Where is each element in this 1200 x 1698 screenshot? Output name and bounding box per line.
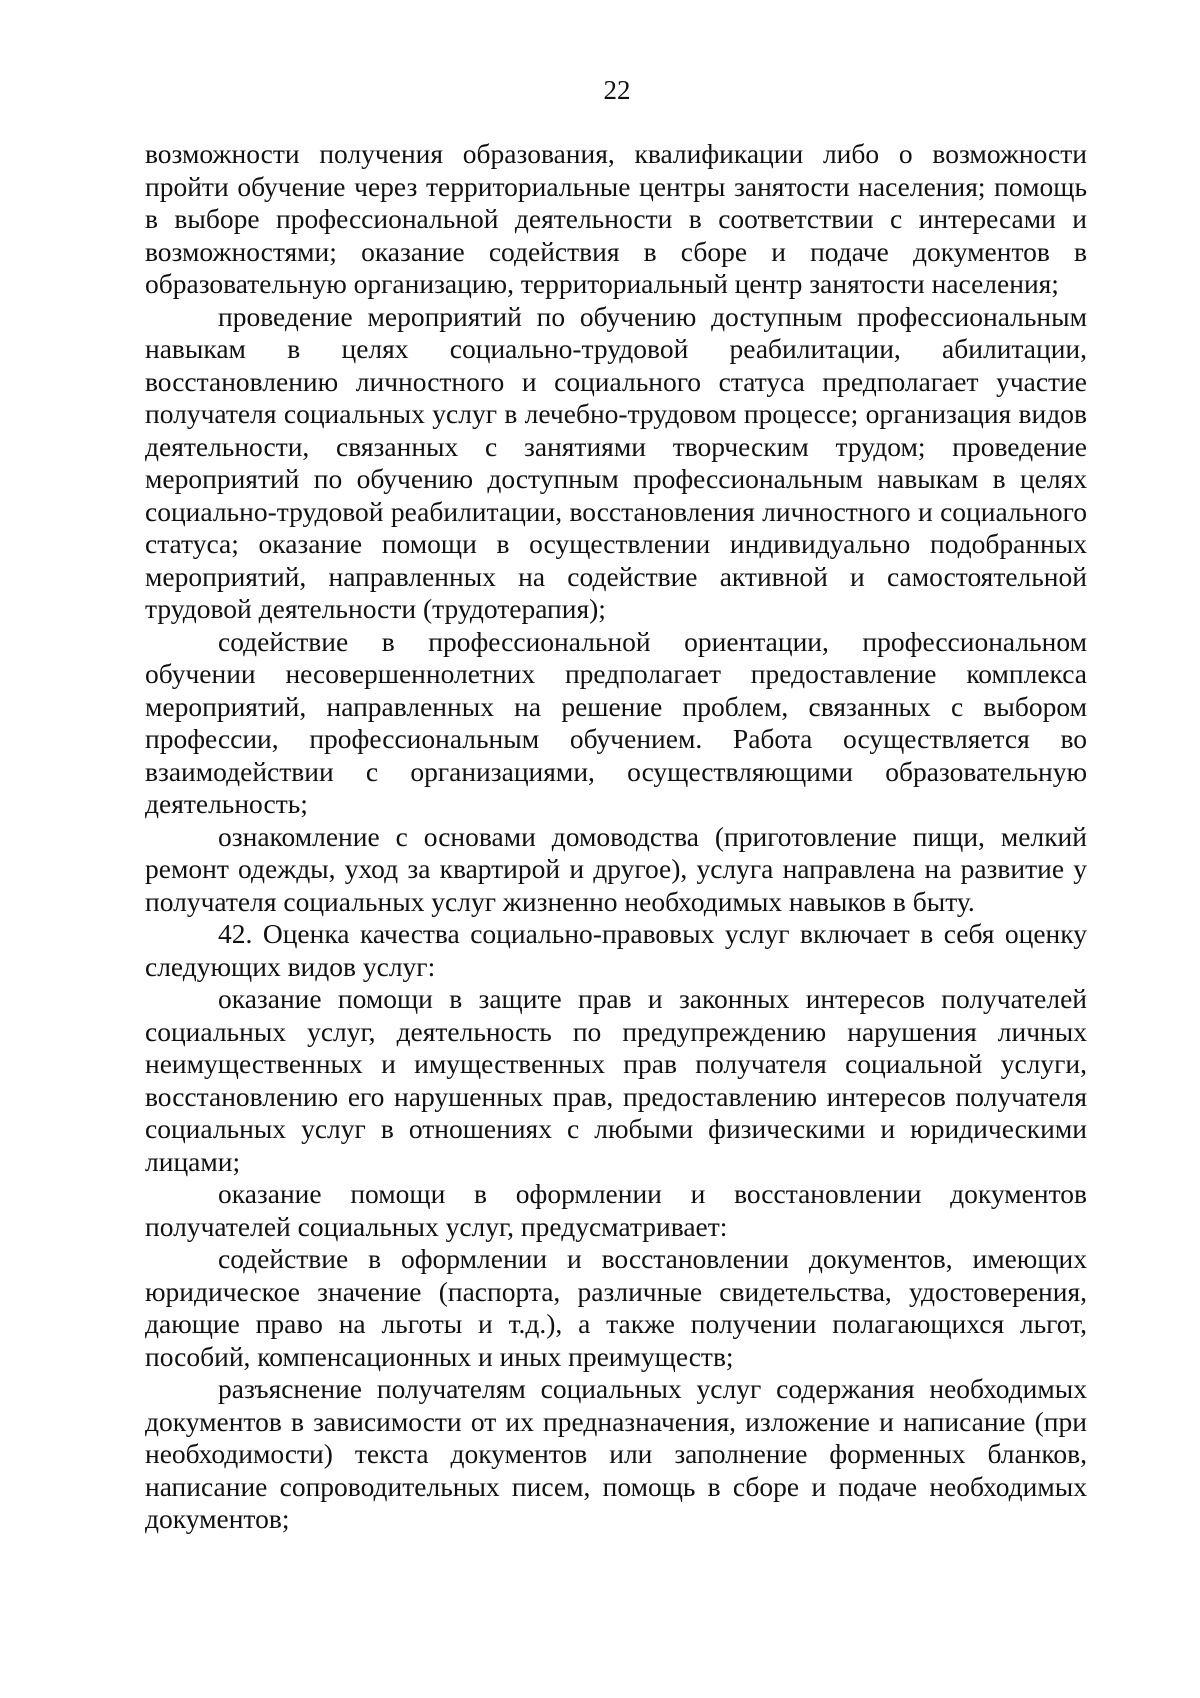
paragraph-3: содействие в профессиональной ориентации, профессиональном обучении несовершеннолетних предполагает предоставление комплекса мероприятий, направленных на решение проблем, связанных с выбором профессии, профессиональным обучением. Работа осуществляется во взаимодействии с организациями, осуществляющими образовательную деятельность; xyxy=(145,625,1087,819)
paragraph-5: 42. Оценка качества социально-правовых услуг включает в себя оценку следующих видов услуг: xyxy=(145,918,1087,982)
paragraph-8: содействие в оформлении и восстановлении документов, имеющих юридическое значение (паспорта, различные свидетельства, удостоверения, дающие право на льготы и т.д.), а также получении полагающихся льгот, пособий, компенсационных и иных преимуществ; xyxy=(145,1243,1087,1372)
paragraph-7: оказание помощи в оформлении и восстановлении документов получателей социальных услуг, предусматривает: xyxy=(145,1178,1087,1242)
paragraph-2: проведение мероприятий по обучению доступным профессиональным навыкам в целях социально-трудовой реабилитации, абилитации, восстановлению личностного и социального статуса предполагает участие получателя социальных услуг в лечебно-трудовом процессе; организация видов деятельности, связанных с занятиями творческим трудом; проведение мероприятий по обучению доступным профессиональным навыкам в целях социально-трудовой реабилитации, восстановления личностного и социального статуса; оказание помощи в осуществлении индивидуально подобранных мероприятий, направленных на содействие активной и самостоятельной трудовой деятельности (трудотерапия); xyxy=(145,300,1087,624)
paragraph-4: ознакомление с основами домоводства (приготовление пищи, мелкий ремонт одежды, уход за квартирой и другое), услуга направлена на развитие у получателя социальных услуг жизненно необходимых навыков в быту. xyxy=(145,820,1087,917)
paragraph-1: возможности получения образования, квалификации либо о возможности пройти обучение через территориальные центры занятости населения; помощь в выборе профессиональной деятельности в соответствии с интересами и возможностями; оказание содействия в сборе и подаче документов в образовательную организацию, территориальный центр занятости населения; xyxy=(145,138,1087,299)
document-body xyxy=(145,138,1087,1536)
paragraph-9: разъяснение получателям социальных услуг содержания необходимых документов в зависимости от их предназначения, изложение и написание (при необходимости) текста документов или заполнение форменных бланков, написание сопроводительных писем, помощь в сборе и подаче необходимых документов; xyxy=(145,1373,1087,1534)
page-number: 22 xyxy=(603,75,631,105)
paragraph-6: оказание помощи в защите прав и законных интересов получателей социальных услуг, деятельность по предупреждению нарушения личных неимущественных и имущественных прав получателя социальной услуги, восстановлению его нарушенных прав, предоставлению интересов получателя социальных услуг в отношениях с любыми физическими и юридическими лицами; xyxy=(145,983,1087,1177)
